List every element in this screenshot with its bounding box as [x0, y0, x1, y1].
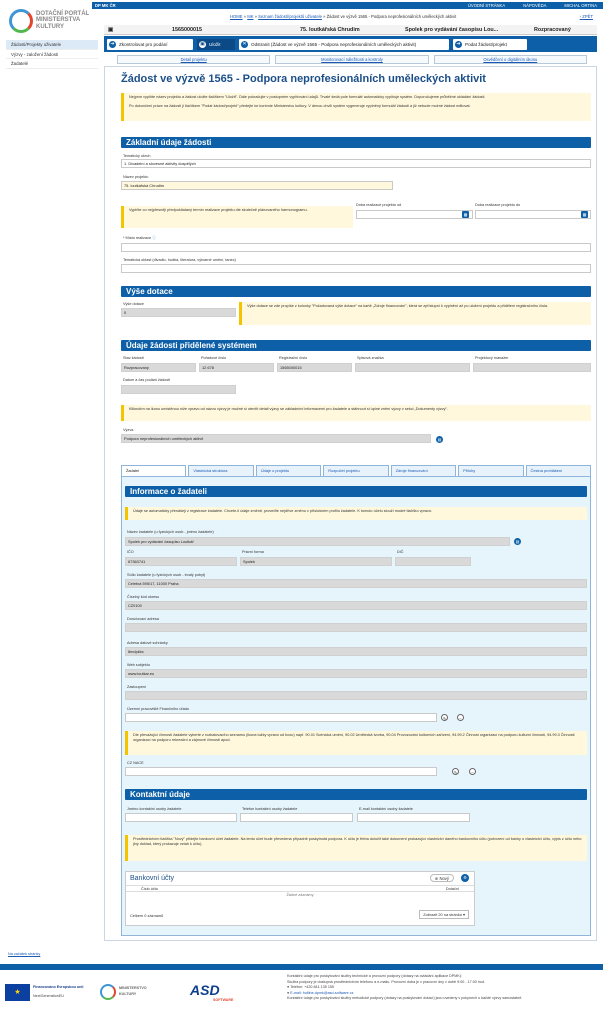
- settings-icon[interactable]: ⚙: [461, 874, 469, 882]
- file-label: Spisová značka: [357, 356, 384, 360]
- contact-name-input[interactable]: [125, 813, 237, 822]
- call-field: Podpora neprofesionálních uměleckých aktivit: [121, 434, 431, 443]
- nav-help[interactable]: NÁPOVĚDA: [523, 3, 547, 8]
- subtab-certificate[interactable]: Osvědčení o digitálním úkonu: [434, 55, 587, 64]
- rep-label: Zastoupení: [127, 685, 146, 689]
- manager-field: [473, 363, 591, 372]
- brand-line-1: DOTAČNÍ PORTÁL: [36, 11, 90, 17]
- area-input[interactable]: [121, 264, 591, 273]
- place-label: * Místo realizace ⓘ: [123, 236, 156, 240]
- sidebar: [6, 40, 98, 69]
- col-grant[interactable]: Dotační: [445, 887, 459, 891]
- tab-declarations[interactable]: Čestná prohlášení: [526, 465, 591, 477]
- portal-brand[interactable]: [36, 11, 104, 30]
- bank-accounts-table: [125, 871, 475, 926]
- bank-title: Bankovní účty: [130, 875, 174, 882]
- tab-attachments[interactable]: Přílohy: [458, 465, 523, 477]
- state-label: Stav žádosti: [123, 356, 144, 360]
- databox-field: 8mdpkbc: [125, 647, 587, 656]
- info-state: Rozpracovaný: [534, 27, 571, 33]
- breadcrumb-home[interactable]: HOME: [230, 14, 243, 19]
- date-label: Datum a čas podání žádosti: [123, 378, 171, 382]
- footer: [0, 970, 603, 1024]
- ico-label: IČO: [127, 550, 134, 554]
- date-from-input[interactable]: [356, 210, 473, 219]
- nace-field[interactable]: [125, 767, 437, 776]
- manager-label: Projektový manažer: [475, 356, 509, 360]
- page-size-value: Zobrazit 20 na stránku: [423, 912, 462, 917]
- form-field: Spolek: [240, 557, 392, 566]
- clear-icon[interactable]: −: [469, 768, 476, 775]
- support-line-1: Kontaktní údaje pro poskytování služby technické a provozní podpory (dotazy na ovládání aplikace DPMK):: [287, 974, 463, 978]
- address-label: Sídlo žadatele (u fyzických osob - trvalý pobyt): [127, 573, 206, 577]
- tab-project[interactable]: Údaje o projektu: [256, 465, 321, 477]
- calendar-icon[interactable]: ▦: [463, 212, 468, 217]
- tab-funding[interactable]: Zdroje financování: [391, 465, 456, 477]
- asd-logo: ASD: [190, 982, 220, 998]
- section-grant: Výše dotace: [121, 286, 591, 297]
- info-bar-icon: ▣: [108, 27, 114, 33]
- delivery-label: Doručovací adresa: [127, 617, 159, 621]
- name-label: Název projektu: [123, 175, 149, 179]
- bank-note: Prostřednictvím tlačítka "Nový" přidejte bankovní účet žadatele. Na tento účet bude převedena případně poskytnutá podpora. K účtu je třeba doložit také dokument prokazující vlastnictví daného bankovního účtu (potvrzení od banky o vlastnictví účtu, výpis z účtu nebo jiný doklad, který prokazuje vztah k účtu).: [125, 835, 587, 861]
- project-name-input[interactable]: 75. loutkářská Chrudim: [121, 181, 393, 190]
- section-contact: Kontaktní údaje: [125, 789, 587, 800]
- date-field: [121, 385, 236, 394]
- intro-note-text-2: Po dokončení práce na žádosti ji tlačítkem "Podat žádost/projekt" předejte ke kontrole Ministerstvu kultury. V denou chvíli systém vygeneruje vyplněný formulář žádosti a již nebude možné žádost editovat.: [129, 104, 471, 109]
- breadcrumb-mk[interactable]: MK: [247, 14, 254, 19]
- district-field: CZ0100: [125, 601, 587, 610]
- info-id: 1565000015: [172, 27, 202, 33]
- district-label: Číselný kód okresu: [127, 595, 160, 599]
- brand-line-2: MINISTERSTVA: [36, 17, 81, 24]
- delete-icon: ✕: [242, 40, 247, 47]
- databox-label: Adresa datové schránky: [127, 641, 168, 645]
- mk-text: MINISTERSTVO KULTURY: [119, 986, 147, 996]
- to-label: Doba realizace projektu do: [475, 203, 521, 207]
- office-field[interactable]: [125, 713, 437, 722]
- action-bar: [104, 36, 597, 52]
- ico-field: 67363741: [125, 557, 237, 566]
- amount-field: 0: [121, 308, 236, 317]
- mail-icon: ●: [287, 990, 290, 995]
- order-field: 12 678: [199, 363, 274, 372]
- save-button[interactable]: [197, 39, 235, 50]
- contact-mail-input[interactable]: [357, 813, 470, 822]
- brand-line-3: KULTURY: [36, 23, 64, 30]
- place-input[interactable]: [121, 243, 591, 252]
- request-info-bar: [104, 25, 597, 35]
- applicant-note: Údaje se automaticky přenášejí z registrace žadatele. Chcete-li údaje změnit, proveďte nejdříve změnu v příslušném profilu žadatele. K tomuto účelu slouží modré tlačítko vpravo.: [125, 507, 587, 520]
- sidebar-item-applicants[interactable]: Žadatelé: [6, 59, 98, 69]
- delivery-field: [125, 623, 587, 632]
- calendar-icon[interactable]: ▦: [582, 212, 587, 217]
- contact-mail-label: E-mail kontaktní osoby žadatele: [359, 807, 413, 811]
- mk-logo-icon: [100, 984, 116, 1000]
- clear-icon[interactable]: −: [457, 714, 464, 721]
- sidebar-item-calls[interactable]: Výzvy - založení žádosti: [6, 50, 98, 60]
- form-label: Právní forma: [242, 550, 264, 554]
- top-navbar: [92, 2, 603, 9]
- reg-label: Registrační číslo: [279, 356, 308, 360]
- sidebar-item-requests[interactable]: Žádosti/Projekty uživatele: [6, 40, 98, 50]
- contact-phone-label: Telefon kontaktní osoby žadatele: [242, 807, 298, 811]
- save-icon: ▣: [200, 40, 205, 47]
- nav-user[interactable]: MICHAL ORTINA: [564, 3, 597, 8]
- file-field: [355, 363, 470, 372]
- intro-note: [121, 93, 591, 121]
- contact-phone-input[interactable]: [240, 813, 353, 822]
- web-label: Web subjektu: [127, 663, 150, 667]
- save-button-label: Uložit: [209, 41, 221, 47]
- from-label: Doba realizace projektu od: [356, 203, 402, 207]
- check-button-label: Zkontrolovat pro podání: [119, 41, 168, 47]
- order-label: Pořadové číslo: [201, 356, 227, 360]
- arrow-right-icon: ➔: [456, 40, 461, 47]
- edit-profile-icon[interactable]: ▤: [515, 539, 520, 544]
- back-link[interactable]: ‹ ZPĚT: [579, 14, 593, 19]
- arrow-right-icon: ➔: [110, 40, 115, 47]
- support-line-2: Služba podpory je dostupná prostřednictvím telefonu a e-mailu. Provozní doba je v pracovní dny v době 9:00 - 17:00 hod.: [287, 979, 486, 984]
- grant-note: Výše dotace se zde propíše z kolonky "Požadovaná výše dotace" na kartě „Zdroje financování", která se zpřístupní k vyplnění až po uložení projektu a přidělení registračního čísla.: [239, 302, 591, 325]
- submit-button[interactable]: [453, 39, 527, 50]
- edit-pencil-icon[interactable]: ✎: [442, 716, 447, 721]
- nace-note: Dle převažující činnosti žadatele vyberte z rozbalovacího seznamu (ikona tužky vpravo od boxu) např. 90.01 Scénická umění, 90.02 Umělecká tvorba, 90.04 Provozování kulturních zařízení, 94.99.2 Činnost organizací na podporu kulturní činnosti, 94.99.3 Činnosti organizací na podporu rekreační a zájmové činnosti apod.: [125, 731, 587, 755]
- check-button[interactable]: [107, 39, 193, 50]
- support-phone-text: Telefon: +420 841 135 155: [290, 985, 334, 989]
- intro-note-text-1: Nejprve vyplňte název projektu a žádost uložte tlačítkem "Uložit". Dále pokračujte v postupném vyplňování údajů. Trvalé šedá pole formulář automaticky vyplňuje systém. Doporučujeme průběžné ukládání žádosti.: [129, 95, 486, 99]
- edit-pencil-icon[interactable]: ✎: [453, 770, 458, 775]
- info-icon[interactable]: ⓘ: [152, 236, 156, 240]
- eu-text-2: NextGenerationEU: [33, 994, 64, 998]
- phone-icon: ●: [287, 985, 290, 989]
- support-mail-text: E-mail: hotline-dpmk@asd-software.cz: [290, 990, 354, 995]
- delete-button[interactable]: [239, 39, 449, 50]
- nace-label: CZ NACE: [127, 761, 144, 765]
- main-panel: [104, 66, 597, 941]
- date-to-input[interactable]: [475, 210, 591, 219]
- tab-ownership[interactable]: Vlastnická struktura: [188, 465, 253, 477]
- top-brand[interactable]: DP MK ČR: [95, 3, 116, 8]
- submit-button-label: Podat žádost/projekt: [465, 41, 507, 47]
- dic-field: [395, 557, 471, 566]
- topic-label: Tematický okruh: [123, 154, 151, 158]
- area-label: Tematická oblast (divadlo, hudba, literatura, výtvarné umění, tanec): [123, 258, 236, 262]
- applicant-name-label: Název žadatele (u fyzických osob - jméno žadatele): [127, 530, 214, 534]
- rep-field: [125, 691, 587, 700]
- office-label: Územní pracoviště Finančního úřadu: [127, 707, 190, 711]
- asd-logo-2: SOFTWARE: [213, 998, 234, 1002]
- sub-navigation: [117, 55, 587, 64]
- call-detail-icon[interactable]: ▤: [437, 437, 442, 442]
- page-title: Žádost ve výzvě 1565 - Podpora neprofesionálních uměleckých aktivit: [121, 73, 486, 85]
- web-field: www.loutkar.eu: [125, 669, 587, 678]
- topic-select[interactable]: 1. Divadelní a slovesné aktivity dospělých: [121, 159, 591, 168]
- state-field: Rozpracovaný: [121, 363, 196, 372]
- portal-logo-icon[interactable]: [9, 9, 33, 33]
- breadcrumb-current: Žádost ve výzvě 1565 - Podpora neprofesionálních uměleckých aktivit: [326, 14, 457, 19]
- call-label: Výzva: [123, 428, 134, 432]
- eu-text: Financováno Evropskou unií: [33, 985, 84, 989]
- new-account-button[interactable]: ⊕ Nový: [430, 874, 454, 882]
- applicant-name-field: Spolek pro vydávání časopisu Loutkář: [125, 537, 510, 546]
- footer-support: [287, 974, 597, 1002]
- address-field: Celetná 595/17, 11000 Praha: [125, 579, 587, 588]
- page-size-select[interactable]: Zobrazit 20 na stránku ▾: [419, 910, 469, 919]
- eu-flag-icon: ★: [5, 984, 30, 1001]
- section-applicant: Informace o žadateli: [125, 486, 587, 497]
- empty-records: Žádné záznamy: [286, 893, 314, 897]
- back-label: ZPĚT: [582, 14, 593, 19]
- breadcrumb: HOME » MK » Seznam žádostí/projektů uživatele » Žádost ve výzvě 1565 - Podpora neprofesionálních uměleckých aktivit: [230, 14, 457, 19]
- tab-budget[interactable]: Rozpočet projektu: [323, 465, 388, 477]
- section-basic: Základní údaje žádosti: [121, 137, 591, 148]
- info-project: 75. loutkářská Chrudim: [300, 27, 360, 33]
- contact-name-label: Jméno kontaktní osoby žadatele: [127, 807, 182, 811]
- breadcrumb-list[interactable]: Seznam žádostí/projektů uživatele: [258, 14, 322, 19]
- reg-field: 1565000015: [277, 363, 352, 372]
- delete-button-label: Odstranit (Žádost ve výzvě 1565 - Podpora neprofesionálních uměleckých aktivit): [251, 41, 417, 47]
- records-total: Celkem 0 záznamů: [130, 913, 164, 918]
- col-account[interactable]: Číslo účtu: [141, 887, 158, 891]
- period-note: Vyplňte co nejpřesněji předpokládaný termín realizace projektu dle skutečně plánovaného harmonogramu.: [121, 206, 353, 228]
- info-applicant: Spolek pro vydávání časopisu Lou...: [405, 27, 499, 33]
- call-note: Kliknutím na ikonu umístěnou níže vpravo od názvu výzvy je možné si otevřít detail výzvy se základními informacemi pro žadatele a stáhnout si úplné znění výzvy v sekci „Dokumenty výzvy".: [121, 405, 591, 421]
- amount-label: Výše dotace: [123, 302, 144, 306]
- section-system: Údaje žádosti přidělené systémem: [121, 340, 591, 351]
- bank-table-header: [126, 885, 474, 892]
- dic-label: DIČ: [397, 550, 404, 554]
- subtab-detail[interactable]: Detail projektu: [117, 55, 270, 64]
- tab-applicant[interactable]: Žadatel: [121, 465, 186, 477]
- subtab-monitoring[interactable]: Monitorovací náležitosti a kontroly: [275, 55, 428, 64]
- new-account-label: Nový: [439, 876, 449, 881]
- place-label-text: Místo realizace: [125, 236, 152, 240]
- support-line-5: Kontaktní údaje pro poskytování služby metodické podpory (dotazy na poskytování dotací) jsou uvedeny v pokynech u každé výzvy samostatně.: [287, 996, 523, 1000]
- nav-home[interactable]: ÚVODNÍ STRÁNKA: [467, 3, 506, 8]
- to-top-link[interactable]: Na začátek stránky: [8, 952, 41, 956]
